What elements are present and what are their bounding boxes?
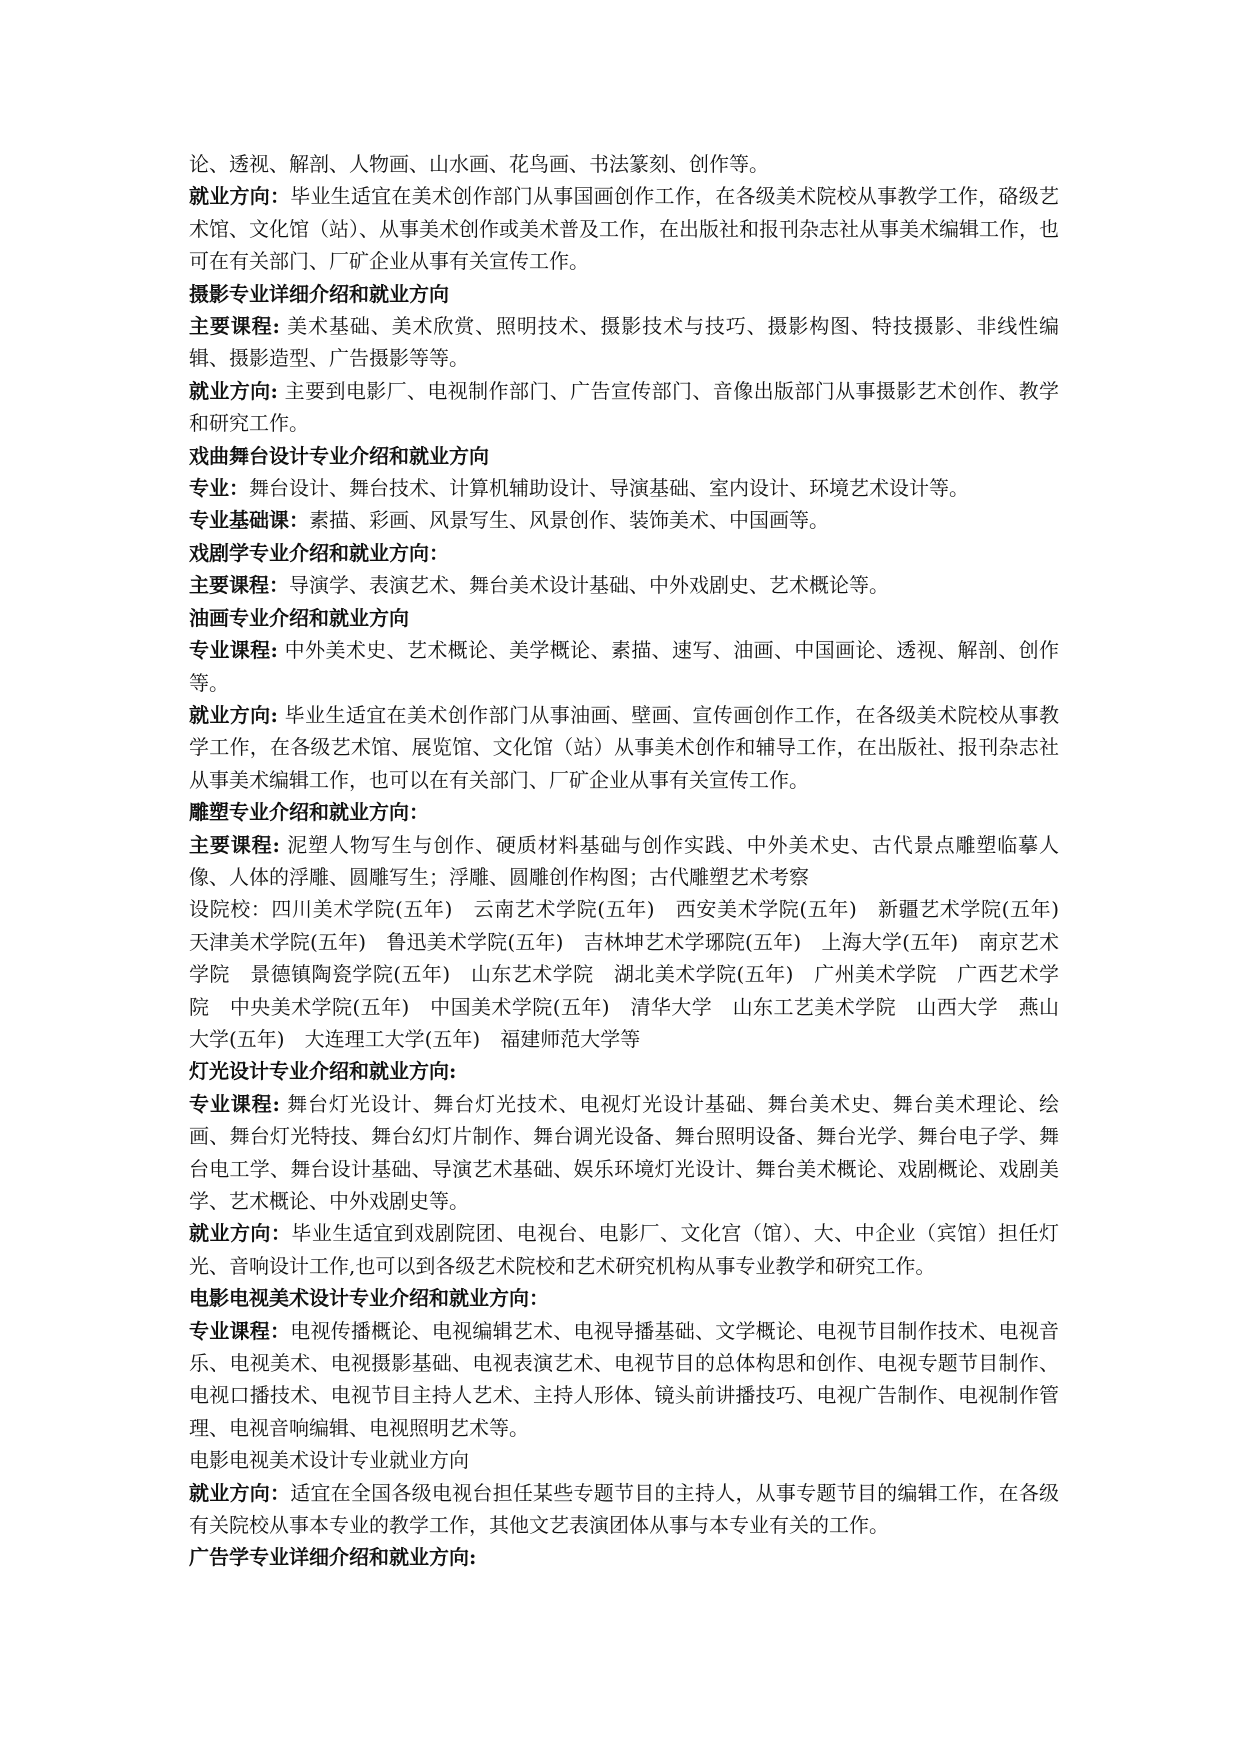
paragraph-text: 素描、彩画、风景写生、风景创作、装饰美术、中国画等。: [309, 508, 829, 533]
section-heading: [189, 796, 1059, 828]
text-paragraph: [189, 472, 1059, 504]
paragraph-text: 适宜在全国各级电视台担任某些专题节目的主持人，从事专题节目的编辑工作，在各级有关院校从事本专业的教学工作，其他文艺表演团体从事与本专业有关的工作。: [189, 1480, 1060, 1538]
paragraph-label: 就业方向：: [189, 1480, 291, 1505]
paragraph-text: 舞台灯光设计、舞台灯光技术、电视灯光设计基础、舞台美术史、舞台美术理论、绘画、舞台灯光特技、舞台幻灯片制作、舞台调光设备、舞台照明设备、舞台光学、舞台电子学、舞台电工学、舞台设计基础、导演艺术基础、娱乐环境灯光设计、舞台美术概论、戏剧概论、戏剧美学、艺术概论、中外戏剧史等。: [189, 1091, 1059, 1213]
paragraph-label: 主要课程:: [189, 314, 280, 339]
heading-text: 摄影专业详细介绍和就业方向: [189, 281, 449, 306]
text-paragraph: [189, 1088, 1059, 1218]
paragraph-text: 毕业生适宜到戏剧院团、电视台、电影厂、文化宫（馆）、大、中企业（宾馆）担任灯光、音响设计工作,也可以到各级艺术院校和艺术研究机构从事专业教学和研究工作。: [189, 1221, 1060, 1278]
heading-text: 戏曲舞台设计专业介绍和就业方向: [189, 443, 489, 468]
section-heading: [189, 537, 1059, 569]
section-heading: [189, 1055, 1059, 1087]
heading-text: 油画专业介绍和就业方向: [189, 605, 409, 630]
paragraph-text: 导演学、表演艺术、舞台美术设计基础、中外戏剧史、艺术概论等。: [289, 573, 889, 598]
school-list-paragraph: [189, 893, 1079, 1055]
text-paragraph: [189, 180, 1059, 277]
heading-text: 灯光设计专业介绍和就业方向:: [189, 1059, 457, 1084]
paragraph-text: 电影电视美术设计专业就业方向: [189, 1448, 469, 1473]
paragraph-label: 主要课程:: [189, 832, 280, 857]
paragraph-text: 设院校：四川美术学院(五年) 云南艺术学院(五年) 西安美术学院(五年) 新疆艺术学院(五年) 天津美术学院(五年) 鲁迅美术学院(五年) 吉林坤艺术学琊院(五年) 上海大学(五年) 南京艺术学院 景德镇陶瓷学院(五年) 山东艺术学院 湖北美术学院(五年) 广州美术学院 广西艺术学院 中央美术学院(五年) 中国美术学院(五年) 清华大学 山东工艺美术学院 山西大学 燕山大学(五年) 大连理工大学(五年) 福建师范大学等: [189, 897, 1079, 1051]
paragraph-text: 论、透视、解剖、人物画、山水画、花鸟画、书法篆刻、创作等。: [189, 152, 769, 176]
section-heading: [189, 1282, 1059, 1314]
paragraph-text: 毕业生适宜在美术创作部门从事油画、壁画、宣传画创作工作，在各级美术院校从事教学工作，在各级艺术馆、展览馆、文化馆（站）从事美术创作和辅导工作，在出版社、报刊杂志社从事美术编辑工作，也可以在有关部门、厂矿企业从事有关宣传工作。: [189, 702, 1059, 792]
paragraph-text: 主要到电影厂、电视制作部门、广告宣传部门、音像出版部门从事摄影艺术创作、教学和研究工作。: [189, 378, 1059, 436]
heading-text: 电影电视美术设计专业介绍和就业方向：: [189, 1286, 549, 1311]
text-paragraph: [189, 504, 1059, 536]
paragraph-label: 专业课程：: [189, 1318, 291, 1343]
paragraph-text: 泥塑人物写生与创作、硬质材料基础与创作实践、中外美术史、古代景点雕塑临摹人像、人体的浮雕、圆雕写生；浮雕、圆雕创作构图；古代雕塑艺术考察: [189, 832, 1059, 889]
paragraph-text: 中外美术史、艺术概论、美学概论、素描、速写、油画、中国画论、透视、解剖、创作等。: [189, 638, 1059, 695]
section-heading: [189, 278, 1059, 310]
heading-text: 雕塑专业介绍和就业方向：: [189, 800, 429, 825]
text-paragraph: [189, 310, 1059, 375]
heading-text: 广告学专业详细介绍和就业方向:: [189, 1545, 477, 1570]
paragraph-label: 专业课程:: [189, 1091, 280, 1116]
text-paragraph: [189, 1315, 1059, 1445]
paragraph-text: 美术基础、美术欣赏、照明技术、摄影技术与技巧、摄影构图、特技摄影、非线性编辑、摄影造型、广告摄影等等。: [189, 314, 1059, 371]
paragraph-label: 专业基础课：: [189, 508, 309, 533]
paragraph-label: 主要课程：: [189, 573, 289, 598]
heading-text: 戏剧学专业介绍和就业方向：: [189, 540, 449, 565]
paragraph-label: 就业方向：: [189, 1221, 292, 1246]
paragraph-text: 舞台设计、舞台技术、计算机辅助设计、导演基础、室内设计、环境艺术设计等。: [249, 476, 969, 501]
paragraph-label: 专业课程:: [189, 638, 278, 663]
paragraph-label: 专业：: [189, 476, 249, 501]
paragraph-label: 就业方向：: [189, 184, 291, 209]
section-heading: [189, 1541, 1059, 1573]
text-paragraph: [189, 634, 1059, 699]
text-paragraph: [189, 569, 1059, 601]
text-paragraph: [189, 699, 1059, 796]
section-heading: [189, 602, 1059, 634]
paragraph-label: 就业方向:: [189, 378, 278, 403]
text-paragraph: [189, 1477, 1059, 1542]
section-heading: [189, 440, 1059, 472]
subheading-plain: [189, 1444, 1059, 1476]
document-page: [189, 148, 1079, 1574]
paragraph-text: 电视传播概论、电视编辑艺术、电视导播基础、文学概论、电视节目制作技术、电视音乐、电视美术、电视摄影基础、电视表演艺术、电视节目的总体构思和创作、电视专题节目制作、电视口播技术、电视节目主持人艺术、主持人形体、镜头前讲播技巧、电视广告制作、电视制作管理、电视音响编辑、电视照明艺术等。: [189, 1318, 1060, 1440]
text-paragraph: [189, 148, 1059, 180]
text-paragraph: [189, 1217, 1059, 1282]
paragraph-text: 毕业生适宜在美术创作部门从事国画创作工作，在各级美术院校从事教学工作，硌级艺术馆、文化馆（站）、从事美术创作或美术普及工作，在出版社和报刊杂志社从事美术编辑工作，也可在有关部门、厂矿企业从事有关宣传工作。: [189, 184, 1060, 274]
paragraph-label: 就业方向:: [189, 702, 278, 727]
text-paragraph: [189, 829, 1059, 894]
text-paragraph: [189, 375, 1059, 440]
